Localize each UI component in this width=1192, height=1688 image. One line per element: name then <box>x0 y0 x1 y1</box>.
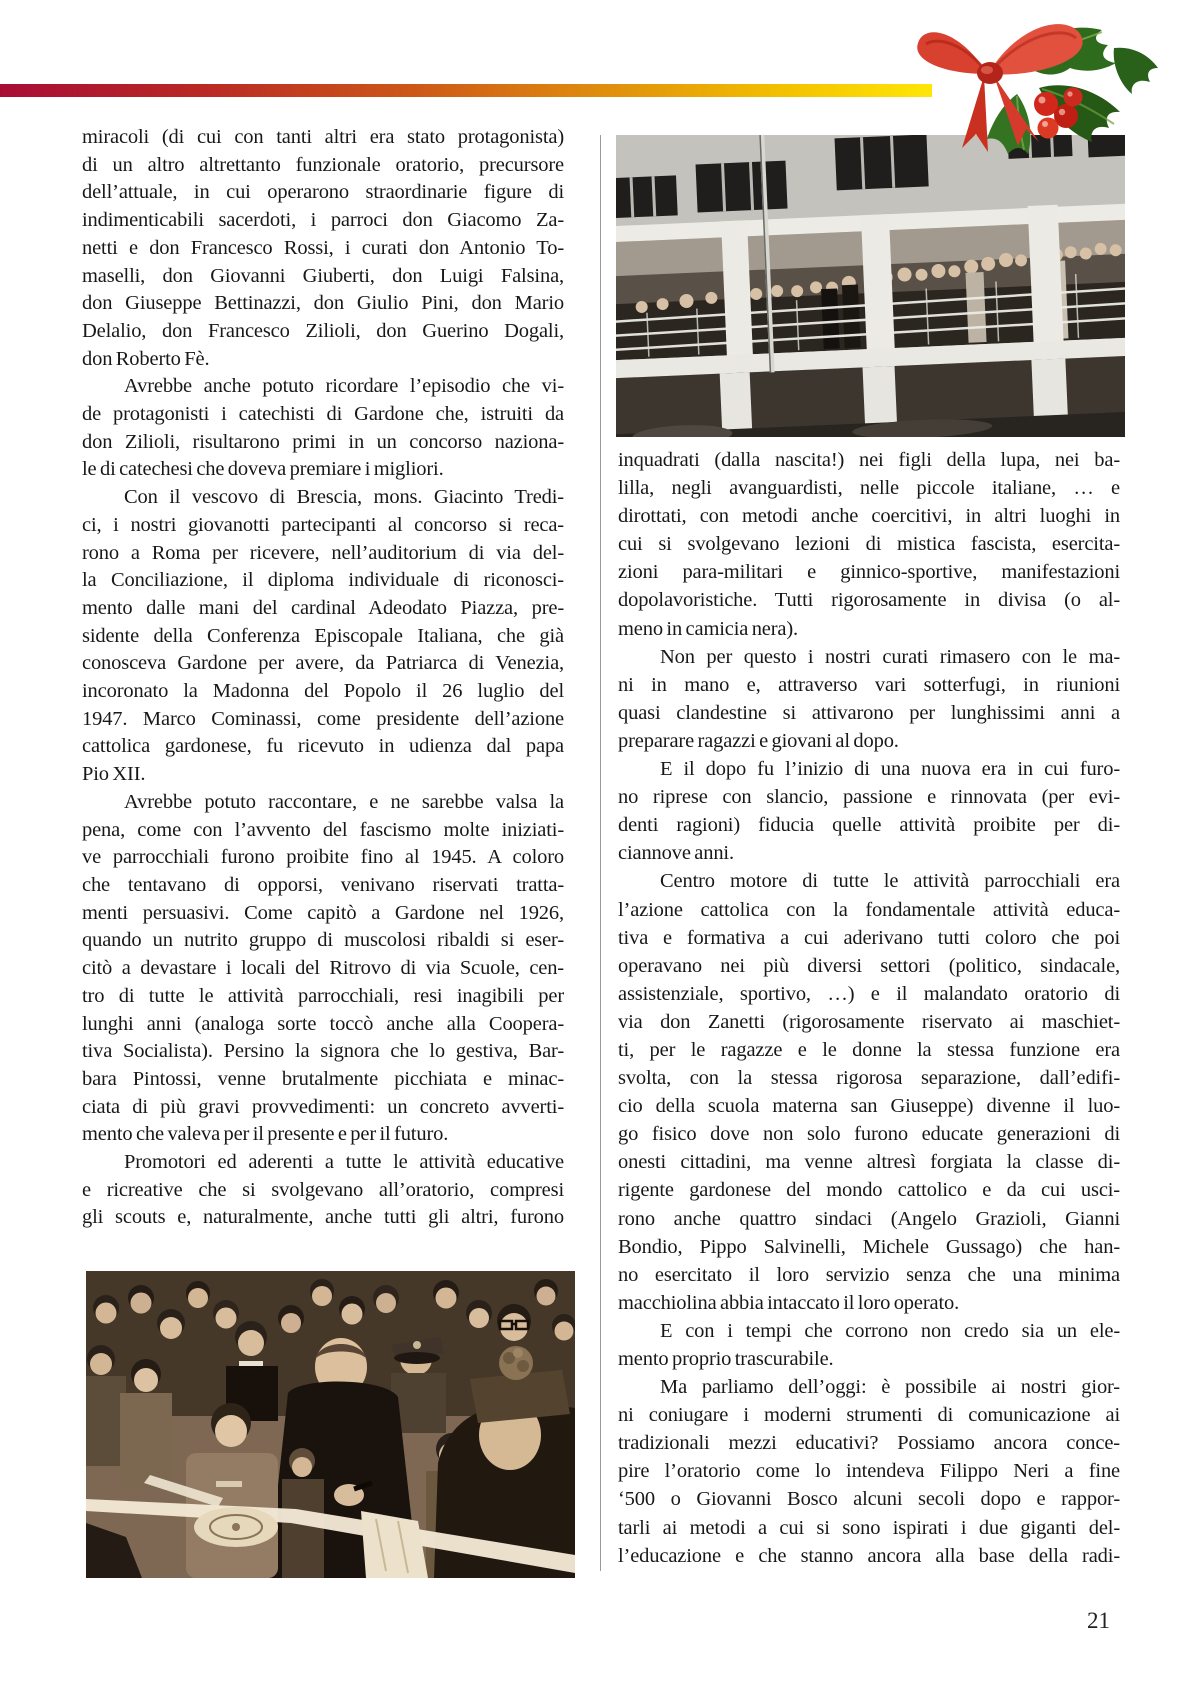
text-line: e ricreative che si svolgevano all’oratorio, compresi <box>82 1178 564 1201</box>
text-line: cio della scuola materna san Giuseppe) divenne il luo- <box>618 1095 1120 1118</box>
text-line: bara Pintossi, venne brutalmente picchiata e minac- <box>82 1067 564 1090</box>
text-line: dopolavoristiche. Tutti rigorosamente in divisa (o al- <box>618 589 1120 612</box>
text-line: E il dopo fu l’inizio di una nuova era in cui furo- <box>660 758 1120 781</box>
text-line: svolta, con la stessa rigorosa separazione, dall’edifi- <box>618 1067 1120 1090</box>
text-line: incoronato la Madonna del Popolo il 26 luglio del <box>82 680 564 703</box>
text-line: no esercitato il loro servizio senza che una minima <box>618 1263 1120 1286</box>
text-line: Delalio, don Francesco Zilioli, don Guerino Dogali, <box>82 319 564 342</box>
text-line: citò a devastare i locali del Ritrovo di via Scuole, cen- <box>82 957 564 980</box>
header-gradient-bar <box>0 84 932 97</box>
text-line: Bondio, Pippo Salvinelli, Michele Gussago) che han- <box>618 1235 1120 1258</box>
text-line: Ma parliamo dell’oggi: è possibile ai nostri gior- <box>660 1376 1120 1399</box>
photo-building-balconies <box>616 135 1125 437</box>
text-line: Centro motore di tutte le attività parrocchiali era <box>660 870 1120 893</box>
text-line: tiva Socialista). Persino la signora che lo gestiva, Bar- <box>82 1040 564 1063</box>
text-line: dell’attuale, in cui operarono straordinarie figure di <box>82 181 564 204</box>
text-line: ni in mano e, attraverso vari sotterfugi, in riunioni <box>618 673 1120 696</box>
text-column-right <box>618 446 1120 1570</box>
text-line: maselli, don Giovanni Giuberti, don Luigi Falsina, <box>82 264 564 287</box>
text-line: Promotori ed aderenti a tutte le attività educative <box>124 1151 564 1174</box>
text-line: sidente della Conferenza Episcopale Italiana, che già <box>82 624 564 647</box>
text-line: rigente gardonese del mondo cattolico e da cui usci- <box>618 1179 1120 1202</box>
text-line: ‘500 o Giovanni Bosco alcuni secoli dopo e rappor- <box>618 1488 1120 1511</box>
text-line: rono a Roma per ricevere, nell’auditorium di via del- <box>82 541 564 564</box>
photo-ribbon-cutting <box>86 1271 575 1578</box>
text-line: inquadrati (dalla nascita!) nei figli della lupa, nei ba- <box>618 449 1120 471</box>
text-line: E con i tempi che corrono non credo sia un ele- <box>660 1319 1120 1342</box>
text-line: tiva e formativa a cui aderivano tutti coloro che poi <box>618 926 1120 949</box>
text-line: rono anche quattro sindaci (Angelo Grazioli, Gianni <box>618 1207 1120 1230</box>
text-line: ti, per le ragazze e le donne la stessa funzione era <box>618 1038 1120 1061</box>
text-line: don Giuseppe Bettinazzi, don Giulio Pini, don Mario <box>82 292 564 315</box>
text-line: lilla, negli avanguardisti, nelle piccole italiane, … e <box>618 477 1120 500</box>
text-line: ni coniugare i moderni strumenti di comunicazione ai <box>618 1404 1120 1427</box>
text-line: miracoli (di cui con tanti altri era stato protagonista) <box>82 126 564 148</box>
text-line: tradizionali mezzi educativi? Possiamo ancora conce- <box>618 1432 1120 1455</box>
text-line: Avrebbe potuto raccontare, e ne sarebbe valsa la <box>124 790 564 813</box>
text-line: la Conciliazione, il diploma individuale di riconosci- <box>82 569 564 592</box>
text-line: onesti cittadini, ma venne altresì forgiata la classe di- <box>618 1151 1120 1174</box>
text-line: tro di tutte le attività parrocchiali, resi inagibili per <box>82 984 564 1007</box>
text-line: dirottati, con metodi anche coercitivi, in altri luoghi in <box>618 505 1120 528</box>
text-line: don Zilioli, risultarono primi in un concorso naziona- <box>82 430 564 453</box>
text-line: Pio XII. <box>82 763 146 786</box>
text-line: denti ragioni) fiducia quelle attività proibite per di- <box>618 814 1120 837</box>
text-line: cui si svolgevano lezioni di mistica fascista, esercita- <box>618 533 1120 556</box>
text-line: netti e don Francesco Rossi, i curati don Antonio To- <box>82 236 564 259</box>
text-line: ci, i nostri giovanotti partecipanti al concorso si reca- <box>82 513 564 536</box>
text-line: 1947. Marco Cominassi, come presidente dell’azione <box>82 707 564 730</box>
text-column-left <box>82 124 564 1232</box>
text-line: preparare ragazzi e giovani al dopo. <box>618 729 899 752</box>
text-line: ve parrocchiali furono proibite fino al 1945. A coloro <box>82 846 564 869</box>
text-line: gli scouts e, naturalmente, anche tutti gli altri, furono <box>82 1206 564 1229</box>
column-divider <box>600 135 601 1571</box>
text-line: don Roberto Fè. <box>82 347 210 370</box>
text-line: ciata di più gravi provvedimenti: un concreto avverti- <box>82 1095 564 1118</box>
text-line: indimenticabili sacerdoti, i parroci don Giacomo Za- <box>82 209 564 232</box>
text-line: di un altro altrettanto funzionale oratorio, precursore <box>82 153 564 176</box>
text-line: tarli ai metodi a cui si sono ispirati i due giganti del- <box>618 1516 1120 1539</box>
page-number: 21 <box>1087 1608 1110 1633</box>
text-line: l’azione cattolica con la fondamentale attività educa- <box>618 898 1120 921</box>
text-line: menti persuasivi. Come capitò a Gardone nel 1926, <box>82 901 564 924</box>
text-line: conosceva Gardone per avere, da Patriarca di Venezia, <box>82 652 564 675</box>
text-line: de protagonisti i catechisti di Gardone che, istruiti da <box>82 403 564 426</box>
text-line: l’educazione e che stanno ancora alla base della radi- <box>618 1544 1120 1567</box>
christmas-bow-holly-icon <box>876 10 1178 160</box>
text-line: no riprese con slancio, passione e rinnovata (per evi- <box>618 786 1120 809</box>
text-line: le di catechesi che doveva premiare i migliori. <box>82 458 444 481</box>
text-line: cattolica gardonese, fu ricevuto in udienza dal papa <box>82 735 564 758</box>
text-line: Non per questo i nostri curati rimasero con le ma- <box>660 645 1120 668</box>
text-line: mento che valeva per il presente e per il futuro. <box>82 1123 449 1146</box>
text-line: zioni para-militari e ginnico-sportive, manifestazioni <box>618 561 1120 584</box>
text-line: meno in camicia nera). <box>618 617 799 640</box>
text-line: assistenziale, sportivo, …) e il malandato oratorio di <box>618 982 1120 1005</box>
text-line: pire l’oratorio come lo intendeva Filippo Neri a fine <box>618 1460 1120 1483</box>
text-line: lunghi anni (analoga sorte toccò anche alla Coopera- <box>82 1012 564 1035</box>
text-line: ciannove anni. <box>618 842 734 865</box>
text-line: go fisico dove non solo furono educate generazioni di <box>618 1123 1120 1146</box>
text-line: Avrebbe anche potuto ricordare l’episodio che vi- <box>124 375 564 398</box>
text-line: che tentavano di opporsi, venivano riservati tratta- <box>82 873 564 896</box>
text-line: quasi clandestine si attivarono per lunghissimi anni a <box>618 701 1120 724</box>
text-line: operavano nei più diversi settori (politico, sindacale, <box>618 954 1120 977</box>
text-line: macchiolina abbia intaccato il loro operato. <box>618 1291 960 1314</box>
text-line: Con il vescovo di Brescia, mons. Giacinto Tredi- <box>124 486 564 509</box>
text-line: mento proprio trascurabile. <box>618 1348 834 1370</box>
text-line: pena, come con l’avvento del fascismo molte iniziati- <box>82 818 564 841</box>
text-line: quando un nutrito gruppo di muscolosi ribaldi si eser- <box>82 929 564 952</box>
text-line: via don Zanetti (rigorosamente riservato ai maschiet- <box>618 1010 1120 1033</box>
text-line: mento dalle mani del cardinal Adeodato Piazza, pre- <box>82 596 564 619</box>
